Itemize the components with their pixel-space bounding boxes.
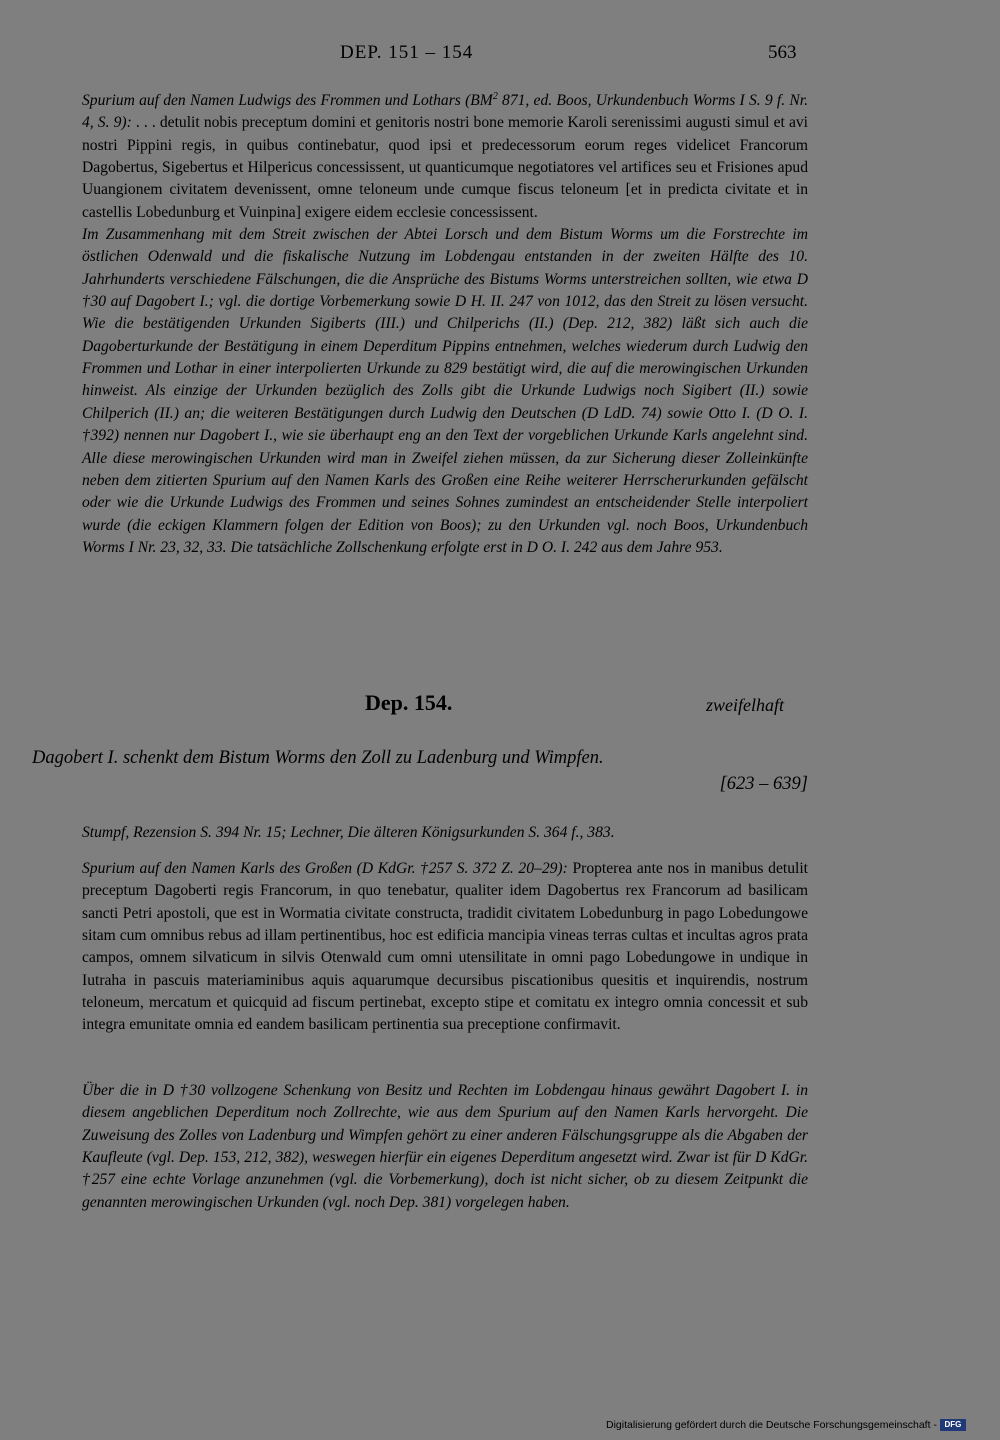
footer <box>606 1419 966 1431</box>
page-number: 563 <box>768 42 797 63</box>
dep153-latin-text: . . . detulit nobis preceptum domini et genitoris nostri bone memorie Karoli serenissimi augusti simul et avi nostri Pippini regis, in quibus continebatur, quod ipsi et predecessorum eorum reges videlicet Francorum Dagobertus, Sigebertus et Hilpericus concessissent, ut quanticumque negotiatores vel artifices seu et Frisiones apud Uuangionem civitatem devenissent, omne teloneum unde cumque fiscus teloneum [et in predicta civitate et in castellis Lobedunburg et Vuinpina] exigere eidem ecclesie concessissent. <box>82 114 808 221</box>
dep154-title: Dep. 154. <box>365 690 453 715</box>
dep154-literature: Stumpf, Rezension S. 394 Nr. 15; Lechner, Die älteren Königsurkunden S. 364 f., 383. <box>82 824 615 841</box>
dep154-regest-text: Dagobert I. schenkt dem Bistum Worms den Zoll zu Ladenburg und Wimpfen. <box>32 748 604 768</box>
dep153-text-block <box>82 90 808 559</box>
dep154-date: [623 – 639] <box>719 774 808 794</box>
dep154-commentary: Über die in D †30 vollzogene Schenkung von Besitz und Rechten im Lobdengau hinaus gewährt Dagobert I. in diesem angeblichen Deperditum noch Zollrechte, wie aus dem Spurium auf den Namen Karls hervorgeht. Die Zuweisung des Zolles von Ladenburg und Wimpfen gehört zu einer anderen Fälschungsgruppe als die Abgaben der Kaufleute (vgl. Dep. 153, 212, 382), weswegen hierfür ein eigenes Deperditum angesetzt wird. Zwar ist für D KdGr. †257 eine echte Vorlage anzunehmen (vgl. die Vorbemerkung), doch ist nicht sicher, ob zu diesem Zeitpunkt die genannten merowingischen Urkunden (vgl. noch Dep. 381) vorgelegen haben. <box>82 1082 808 1211</box>
running-title: DEP. 151 – 154 <box>340 42 474 63</box>
footer-text: Digitalisierung gefördert durch die Deutsche Forschungsgemeinschaft - <box>606 1419 937 1431</box>
dep154-source-intro: Spurium auf den Namen Karls des Großen (D KdGr. †257 S. 372 Z. 20–29): <box>82 860 568 877</box>
dep154-status: zweifelhaft <box>706 695 784 715</box>
dfg-logo: DFG <box>940 1419 966 1431</box>
dep153-commentary: Im Zusammenhang mit dem Streit zwischen der Abtei Lorsch und dem Bistum Worms um die Forstrechte im östlichen Odenwald und die fiskalische Nutzung im Lobdengau entstanden in der zweiten Hälfte des 10. Jahrhunderts verschiedene Fälschungen, die die Ansprüche des Bistums Worms unterstreichen sollten, wie etwa D †30 auf Dagobert I.; vgl. die dortige Vorbemerkung sowie D H. II. 247 von 1012, das den Streit zu lösen versucht. Wie die bestätigenden Urkunden Sigiberts (III.) und Chilperichs (II.) (Dep. 212, 382) läßt sich auch die Dagoberturkunde der Bestätigung in einem Deperditum Pippins entnehmen, welches wiederum durch Ludwig den Frommen und Lothar in einer interpolierten Urkunde zu 829 bestätigt wird, die auf die merowingischen Urkunden hinweist. Als einzige der Urkunden bezüglich des Zolls gibt die Urkunde Ludwigs noch Sigibert (II.) sowie Chilperich (II.) an; die weiteren Bestätigungen durch Ludwig den Deutschen (D LdD. 74) sowie Otto I. (D O. I. †392) nennen nur Dagobert I., wie sie überhaupt eng an den Text der vorgeblichen Urkunde Karls angelehnt sind. Alle diese merowingischen Urkunden wird man in Zweifel ziehen müssen, da zur Sicherung dieser Zolleinkünfte neben dem zitierten Spurium auf den Namen Karls des Großen eine Reihe weiterer Herrscherurkunden gefälscht oder wie die Urkunde Ludwigs des Frommen und seines Sohnes zumindest an entscheidender Stelle interpoliert wurde (die eckigen Klammern folgen der Edition von Boos); zu den Urkunden vgl. noch Boos, Urkundenbuch Worms I Nr. 23, 32, 33. Die tatsächliche Zollschenkung erfolgte erst in D O. I. 242 aus dem Jahre 953. <box>82 226 808 556</box>
dep154-latin-text: Propterea ante nos in manibus detulit preceptum Dagoberti regis Francorum, in quo tenebatur, qualiter idem Dagobertus rex Francorum ad basilicam sancti Petri apostoli, que est in Wormatia civitate constructa, tradidit civitatem Lobedunburg in pago Lobedungowe sitam cum omnibus rebus ad illam pertinentibus, hoc est edificia mancipia vineas terras cultas et incultas agros prata campos, omnem silvaticum in silvis Otenwald cum omni utensilitate in omni pago Lobedungowe in undique in Iutraha in pascuis materiaminibus aquis aquarumque decursibus piscationibus quesitis et inquirendis, nostrum teloneum, mercatum et quicquid ad fiscum pertinebat, excepto stipe et comitatu ex integro omnia concessit et sub integra emunitate omnia ed eandem basilicam pertinentia sua preceptione confirmavit. <box>82 860 808 1034</box>
dep153-source-intro: Spurium auf den Namen Ludwigs des Frommen und Lothars ($BM^2$ 871, ed. Boos, Urkundenbuch Worms I S. 9 f. Nr. 4, S. 9): <box>82 90 808 132</box>
dep154-regest <box>32 745 808 797</box>
dep154-source-block <box>82 858 808 1037</box>
